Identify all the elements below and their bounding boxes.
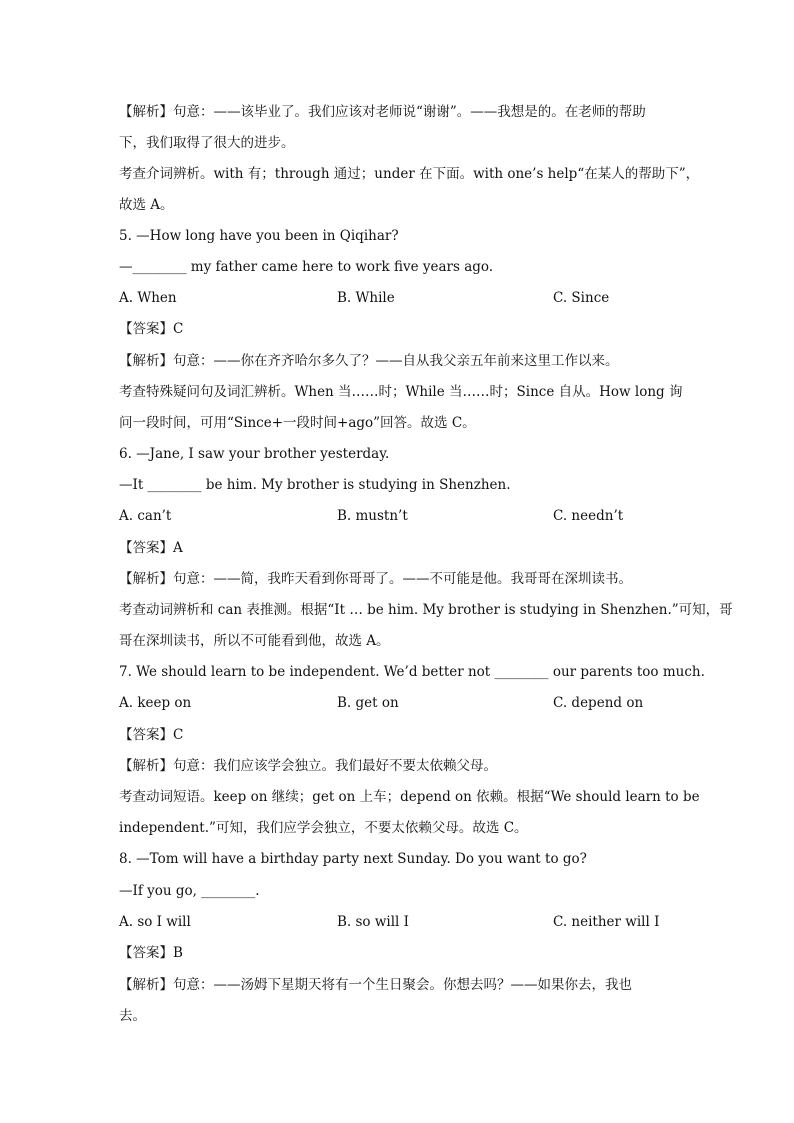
option-c: C. neither will I [553,914,660,930]
question-6-options [119,506,679,526]
question-5-prompt: 5. —How long have you been in Qiqihar? [119,228,399,244]
question-6-prompt: 6. —Jane, I saw your brother yesterday. [119,446,390,462]
explanation-text: 考查动词短语。keep on 继续；get on 上车；depend on 依赖。根据“We should learn to be [119,789,700,805]
question-7-options [119,693,679,713]
answer-label: 【答案】B [119,945,183,961]
analysis-text: 【解析】句意：——你在齐齐哈尔多久了？——自从我父亲五年前来这里工作以来。 [119,353,619,369]
option-c: C. depend on [553,695,644,711]
explanation-text: 考查动词辨析和 can 表推测。根据“It … be him. My brother is studying in Shenzhen.”可知，哥 [119,602,733,618]
option-b: B. mustn’t [337,508,408,524]
explanation-text: 问一段时间，可用“Since+一段时间+ago”回答。故选 C。 [119,415,476,431]
answer-label: 【答案】A [119,540,183,556]
question-8-options [119,912,679,932]
answer-label: 【答案】C [119,727,184,743]
option-b: B. get on [337,695,399,711]
analysis-text: 【解析】句意：——该毕业了。我们应该对老师说“谢谢”。——我想是的。在老师的帮助 [119,104,646,120]
question-8-blank-line: —If you go, ________. [119,883,260,899]
option-b: B. so will I [337,914,409,930]
explanation-text: 考查特殊疑问句及词汇辨析。When 当……时；While 当……时；Since 自从。How long 询 [119,384,683,400]
question-5-options [119,288,679,308]
option-c: C. needn’t [553,508,624,524]
option-a: A. can’t [119,508,172,524]
option-a: A. When [119,290,177,306]
answer-label: 【答案】C [119,321,184,337]
analysis-text: 【解析】句意：——简，我昨天看到你哥哥了。——不可能是他。我哥哥在深圳读书。 [119,571,632,587]
option-a: A. so I will [119,914,191,930]
analysis-text: 下，我们取得了很大的进步。 [119,135,295,151]
explanation-text: 哥在深圳读书，所以不可能看到他，故选 A。 [119,633,390,649]
explanation-text: independent.”可知，我们应学会独立，不要太依赖父母。故选 C。 [119,820,528,836]
option-c: C. Since [553,290,610,306]
question-5-blank-line: —________ my father came here to work five years ago. [119,259,494,275]
analysis-text: 【解析】句意：我们应该学会独立。我们最好不要太依赖父母。 [119,758,497,774]
explanation-text: 故选 A。 [119,197,174,213]
option-b: B. While [337,290,395,306]
analysis-text: 【解析】句意：——汤姆下星期天将有一个生日聚会。你想去吗？——如果你去，我也 [119,977,632,993]
explanation-text: 考查介词辨析。with 有；through 通过；under 在下面。with one’s help“在某人的帮助下”， [119,166,700,182]
question-7-prompt: 7. We should learn to be independent. We’d better not ________ our parents too much. [119,664,705,680]
question-8-prompt: 8. —Tom will have a birthday party next Sunday. Do you want to go? [119,851,587,867]
question-6-blank-line: —It ________ be him. My brother is studying in Shenzhen. [119,477,511,493]
analysis-text: 去。 [119,1008,146,1024]
option-a: A. keep on [119,695,192,711]
